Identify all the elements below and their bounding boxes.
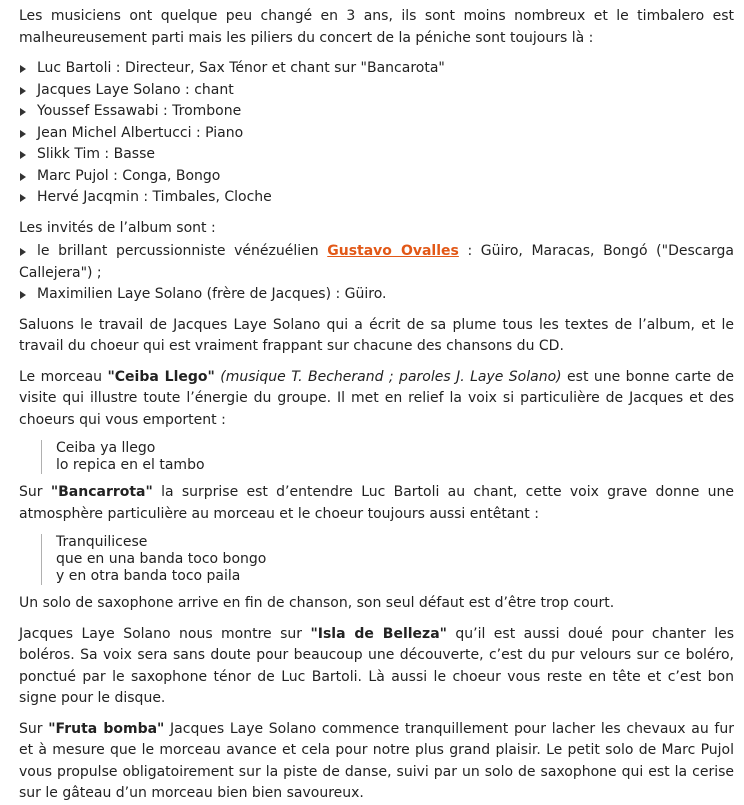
ceiba-paragraph: Le morceau "Ceiba Llego" (musique T. Becherand ; paroles J. Laye Solano) est une bonne carte de visite qui illustre toute l’énergie du groupe. Il met en relief la voix si particulière de Jacques et des choeurs qui vous emportent : [19, 368, 734, 428]
solo-paragraph: Un solo de saxophone arrive en fin de chanson, son seul défaut est d’être trop court. [19, 595, 615, 611]
song-title: "Isla de Belleza" [310, 625, 447, 642]
isla-paragraph: Jacques Laye Solano nous montre sur "Isla de Belleza" qu’il est aussi doué pour chanter les boléros. Sa voix sera sans doute pour beaucoup une découverte, c’est du pur velours sur ce boléro, ponctué par le saxophone ténor de Luc Bartoli. Là aussi le choeur vous reste en tête et c’est bon signe pour le disque. [19, 625, 734, 706]
list-item: Luc Bartoli : Directeur, Sax Ténor et chant sur "Bancarota" [19, 58, 734, 80]
bullet-arrow-icon [20, 151, 26, 159]
song-title: "Fruta bomba" [48, 720, 165, 737]
lyrics-quote [41, 534, 734, 585]
fruta-paragraph: Sur "Fruta bomba" Jacques Laye Solano commence tranquillement pour lacher les chevaux au fur et à mesure que le morceau avance et cela pour notre plus grand plaisir. Le petit solo de Marc Pujol vous propulse obligatoirement sur la piste de danse, suivi par un solo de saxophone qui est la cerise sur le gâteau d’un morceau bien bien savoureux. [19, 720, 734, 801]
bullet-arrow-icon [20, 65, 26, 73]
list-item: Hervé Jacqmin : Timbales, Cloche [19, 187, 734, 209]
lyric-line: Ceiba ya llego [56, 440, 156, 456]
lyric-line: y en otra banda toco paila [56, 568, 241, 584]
bancarrota-paragraph: Sur "Bancarrota" la surprise est d’entendre Luc Bartoli au chant, cette voix grave donne une atmosphère particulière au morceau et le choeur toujours aussi entêtant : [19, 484, 735, 522]
bullet-arrow-icon [20, 130, 26, 138]
musicians-list [19, 58, 734, 209]
bullet-arrow-icon [20, 248, 26, 256]
lyrics-quote [41, 440, 734, 474]
lyric-line: lo repica en el tambo [56, 457, 205, 473]
lyric-line: que en una banda toco bongo [56, 551, 267, 567]
song-title: "Bancarrota" [50, 484, 153, 500]
list-item: Marc Pujol : Conga, Bongo [19, 166, 734, 188]
bullet-arrow-icon [20, 173, 26, 181]
list-item: le brillant percussionniste vénézuélien Gustavo Ovalles : Güiro, Maracas, Bongó ("Descarga Callejera") ; [19, 243, 735, 281]
list-item: Slikk Tim : Basse [19, 144, 734, 166]
list-item: Maximilien Laye Solano (frère de Jacques) : Güiro. [19, 284, 734, 306]
list-item: Jacques Laye Solano : chant [19, 80, 734, 102]
bullet-arrow-icon [20, 108, 26, 116]
list-item: Jean Michel Albertucci : Piano [19, 123, 734, 145]
bullet-arrow-icon [20, 291, 26, 299]
salute-paragraph: Saluons le travail de Jacques Laye Solano qui a écrit de sa plume tous les textes de l’album, et le travail du choeur qui est vraiment frappant sur chacune des chansons du CD. [19, 316, 734, 354]
intro-paragraph: Les musiciens ont quelque peu changé en 3 ans, ils sont moins nombreux et le timbalero est malheureusement parti mais les piliers du concert de la péniche sont toujours là : [19, 8, 734, 46]
guests-intro: Les invités de l’album sont : [19, 219, 216, 236]
bullet-arrow-icon [20, 87, 26, 95]
song-title: "Ceiba Llego" [107, 368, 215, 385]
guests-list [19, 241, 734, 306]
song-credits: (musique T. Becherand ; paroles J. Laye Solano) [214, 368, 562, 385]
list-item: Youssef Essawabi : Trombone [19, 101, 734, 123]
gustavo-ovalles-link[interactable]: Gustavo Ovalles [327, 243, 459, 259]
lyric-line: Tranquilicese [56, 534, 148, 550]
bullet-arrow-icon [20, 194, 26, 202]
